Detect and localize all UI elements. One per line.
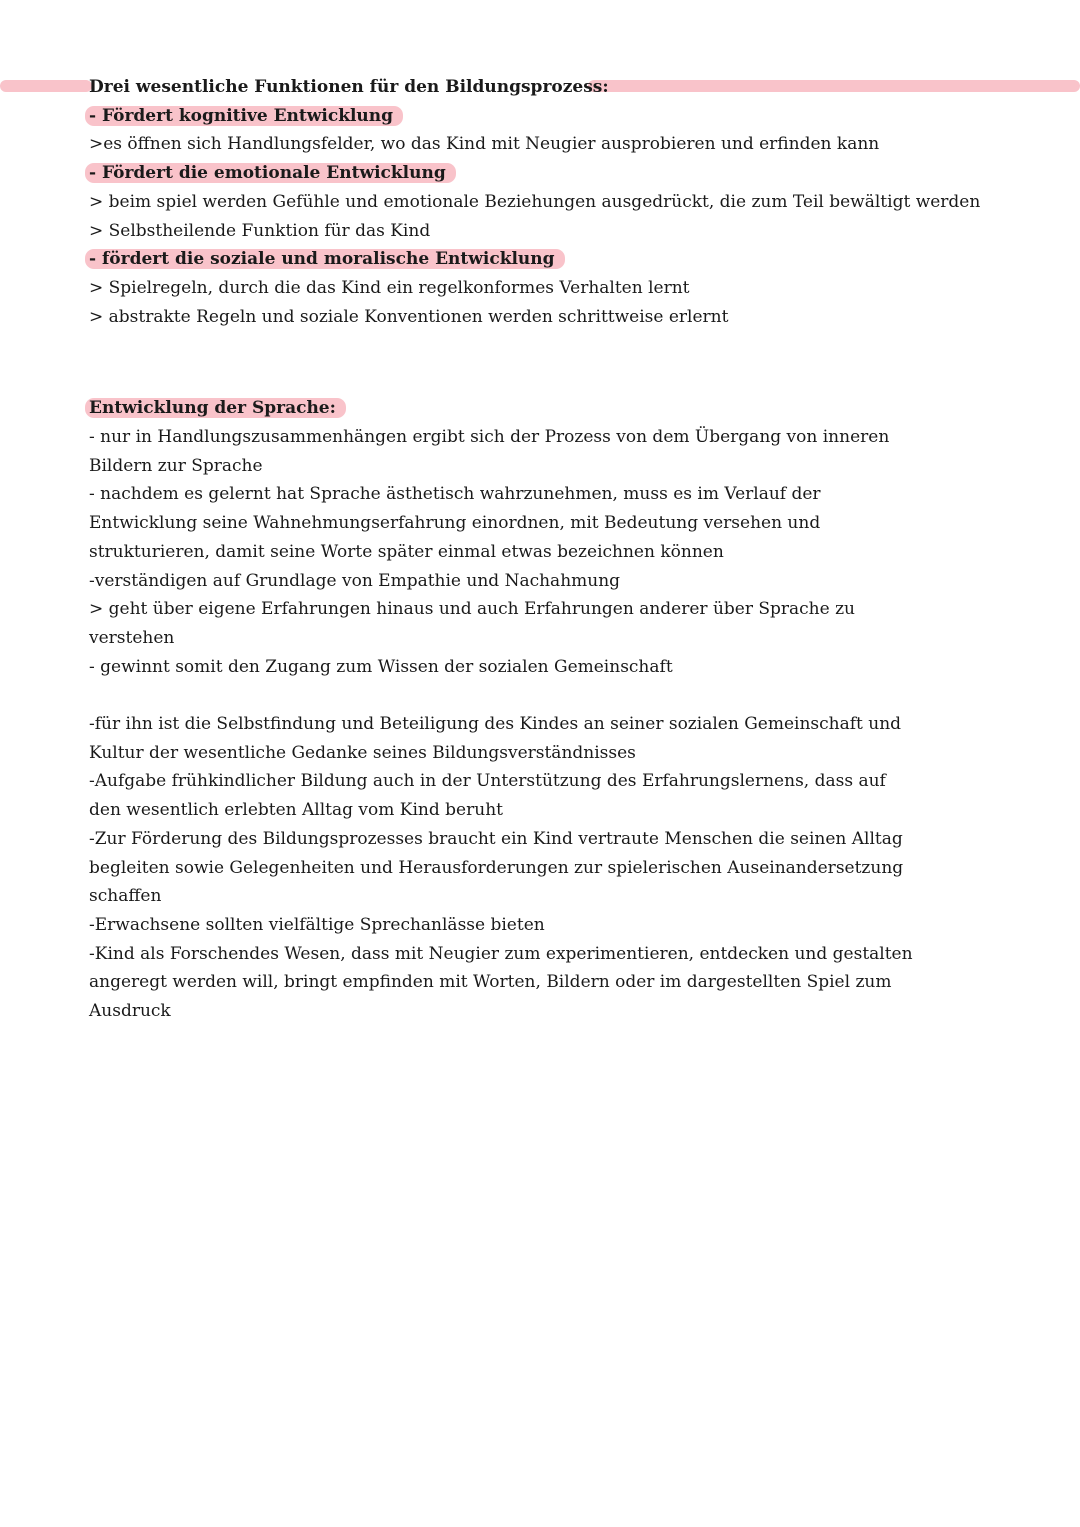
section2-heading: Entwicklung der Sprache:	[85, 398, 346, 418]
highlight-stroke-left	[0, 80, 92, 92]
section-spacer	[89, 681, 919, 710]
section1-heading: Drei wesentliche Funktionen für den Bildungsprozess:	[89, 77, 609, 97]
item3-title: - fördert die soziale und moralische Entwicklung	[85, 249, 565, 269]
section2-paragraph-1: - nur in Handlungszusammenhängen ergibt sich der Prozess von dem Übergang von inneren Bildern zur Sprache	[89, 427, 890, 476]
item3-line2: > abstrakte Regeln und soziale Konventionen werden schrittweise erlernt	[89, 306, 729, 327]
section-spacer	[89, 331, 919, 394]
section3-paragraph-5: -Kind als Forschendes Wesen, dass mit Neugier zum experimentieren, entdecken und gestalten angeregt werden will, bringt empfinden mit Worten, Bildern oder im dargestellten Spiel zum Ausdruck	[89, 943, 913, 1022]
item2-title: - Fördert die emotionale Entwicklung	[85, 163, 456, 183]
section2-paragraph-4: > geht über eigene Erfahrungen hinaus und auch Erfahrungen anderer über Sprache zu verstehen	[89, 599, 855, 648]
item2-line1: > beim spiel werden Gefühle und emotionale Beziehungen ausgedrückt, die zum Teil bewältigt werden	[89, 191, 981, 212]
item3-line1: > Spielregeln, durch die das Kind ein regelkonformes Verhalten lernt	[89, 277, 690, 298]
section3-paragraph-2: -Aufgabe frühkindlicher Bildung auch in der Unterstützung des Erfahrungslernens, dass auf den wesentlich erlebten Alltag vom Kind beruht	[89, 771, 886, 821]
section3-paragraph-1: -für ihn ist die Selbstfindung und Beteiligung des Kindes an seiner sozialen Gemeinschaft und Kultur der wesentliche Gedanke seines Bildungsverständnisses	[89, 714, 902, 763]
document-content	[89, 73, 981, 1026]
item1-line1: >es öffnen sich Handlungsfelder, wo das Kind mit Neugier ausprobieren und erfinden kann	[89, 134, 880, 155]
section3-paragraph-3: -Zur Förderung des Bildungsprozesses braucht ein Kind vertraute Menschen die seinen Alltag begleiten sowie Gelegenheiten und Herausforderungen zur spielerischen Auseinandersetzung schaffen	[89, 828, 904, 907]
item2-line2: > Selbstheilende Funktion für das Kind	[89, 220, 431, 241]
section2-paragraph-3: -verständigen auf Grundlage von Empathie und Nachahmung	[89, 570, 621, 591]
section3-paragraph-4: -Erwachsene sollten vielfältige Sprechanlässe bieten	[89, 914, 545, 935]
section2-paragraph-2: - nachdem es gelernt hat Sprache ästhetisch wahrzunehmen, muss es im Verlauf der Entwicklung seine Wahnehmungserfahrung einordnen, mit Bedeutung versehen und strukturieren, damit seine Worte später einmal etwas bezeichnen können	[89, 484, 821, 562]
item1-title: - Fördert kognitive Entwicklung	[85, 106, 403, 126]
section2-paragraph-5: - gewinnt somit den Zugang zum Wissen der sozialen Gemeinschaft	[89, 656, 673, 677]
